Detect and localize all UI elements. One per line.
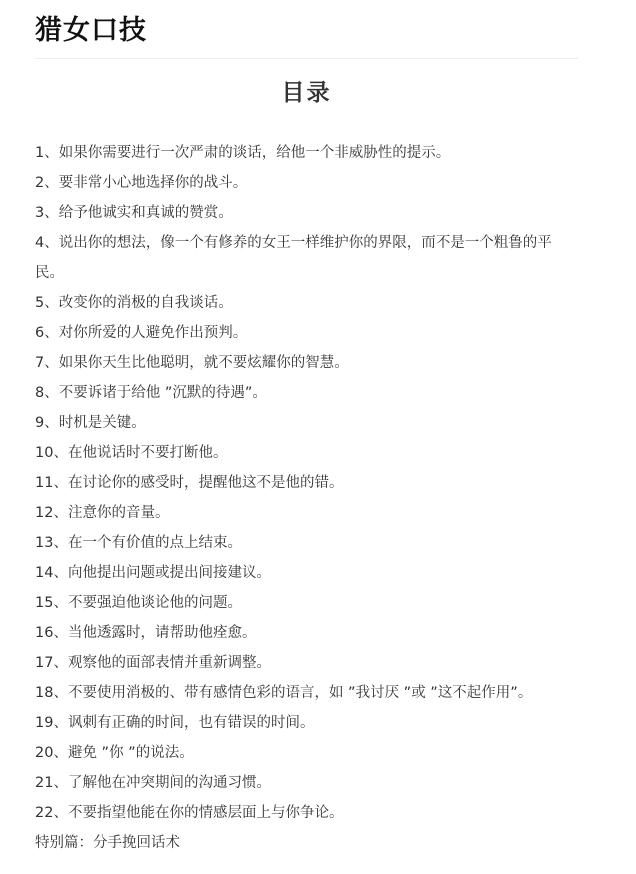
toc-item-20[interactable]: 20、避免 ”你 ”的说法。: [35, 745, 194, 761]
toc-item-3[interactable]: 3、给予他诚实和真诚的赞赏。: [35, 205, 233, 221]
toc-item-8[interactable]: 8、不要诉诸于给他 ”沉默的待遇”。: [35, 385, 267, 401]
toc-item-11[interactable]: 11、在讨论你的感受时，提醒他这不是他的错。: [35, 475, 344, 491]
toc-item-17[interactable]: 17、观察他的面部表情并重新调整。: [35, 655, 271, 671]
site-title: 猎女口技: [35, 15, 147, 46]
toc-list: [35, 138, 578, 828]
toc-item-1[interactable]: 1、如果你需要进行一次严肃的谈话，给他一个非威胁性的提示。: [35, 145, 451, 161]
toc-item-19[interactable]: 19、讽刺有正确的时间，也有错误的时间。: [35, 715, 315, 731]
toc-heading: 目录: [281, 80, 332, 106]
toc-item-7[interactable]: 7、如果你天生比他聪明，就不要炫耀你的智慧。: [35, 355, 349, 371]
header-divider: [35, 58, 578, 59]
toc-item-10[interactable]: 10、在他说话时不要打断他。: [35, 445, 228, 461]
toc-item-5[interactable]: 5、改变你的消极的自我谈话。: [35, 295, 233, 311]
toc-item-16[interactable]: 16、当他透露时，请帮助他痊愈。: [35, 625, 257, 641]
toc-item-18[interactable]: 18、不要使用消极的、带有感情色彩的语言，如 ”我讨厌 ”或 ”这不起作用”。: [35, 685, 533, 701]
toc-item-22[interactable]: 22、不要指望他能在你的情感层面上与你争论。: [35, 805, 344, 821]
toc-item-13[interactable]: 13、在一个有价值的点上结束。: [35, 535, 242, 551]
toc-item-2[interactable]: 2、要非常小心地选择你的战斗。: [35, 175, 248, 191]
toc-item-4[interactable]: 4、说出你的想法，像一个有修养的女王一样维护你的界限，而不是一个粗鲁的平民。: [35, 235, 552, 281]
toc-item-21[interactable]: 21、了解他在冲突期间的沟通习惯。: [35, 775, 271, 791]
toc-item-12[interactable]: 12、注意你的音量。: [35, 505, 170, 521]
toc-item-14[interactable]: 14、向他提出问题或提出间接建议。: [35, 565, 271, 581]
special-chapter-link[interactable]: 特别篇：分手挽回话术: [35, 835, 180, 851]
toc-item-6[interactable]: 6、对你所爱的人避免作出预判。: [35, 325, 248, 341]
toc-item-15[interactable]: 15、不要强迫他谈论他的问题。: [35, 595, 242, 611]
toc-item-9[interactable]: 9、时机是关键。: [35, 415, 146, 431]
